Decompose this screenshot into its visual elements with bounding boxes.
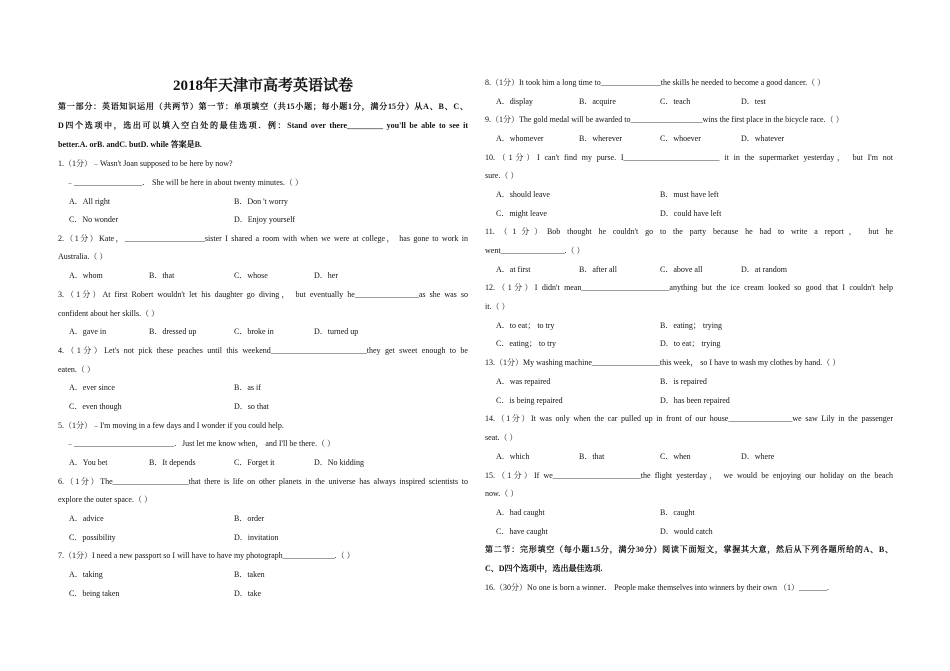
- q12-option-d[interactable]: D．to eat； trying: [660, 339, 721, 348]
- q6-option-d[interactable]: D．invitation: [234, 533, 279, 542]
- section1-instruction-line3: better.A. orB. andC. butD. while 答案是B.: [58, 140, 202, 149]
- q7-stem: 7.（1分）I need a new passport so I will have to have my photograph_____________.（ ）: [58, 551, 355, 560]
- q15-option-d[interactable]: D．would catch: [660, 527, 713, 536]
- q11-option-d[interactable]: D．at random: [741, 265, 787, 274]
- q1-stem: 1.（1分）﹣Wasn't Joan supposed to be here by now?: [58, 159, 233, 168]
- q7-option-c[interactable]: C．being taken: [69, 589, 120, 598]
- q7-option-d[interactable]: D．take: [234, 589, 262, 598]
- q3-option-a[interactable]: A．gave in: [69, 327, 107, 336]
- q14-option-d[interactable]: D．where: [741, 452, 775, 461]
- q3-stem: 3.（1分）At first Robert wouldn't let his daughter go diving， but eventually he________________as she was so: [58, 290, 468, 299]
- q11-option-a[interactable]: A．at first: [496, 265, 531, 274]
- q4-option-d[interactable]: D．so that: [234, 402, 269, 411]
- q4-stem-line2: eaten.（ ）: [58, 365, 95, 374]
- q9-option-c[interactable]: C．whoever: [660, 134, 701, 143]
- q11-stem: 11.（1分）Bob thought he couldn't go to the party because he had to write a report， but he: [485, 227, 893, 236]
- q13-option-b[interactable]: B．is repaired: [660, 377, 707, 386]
- q1-option-c[interactable]: C．No wonder: [69, 215, 119, 224]
- q9-stem: 9.（1分）The gold medal will be awarded to__________________wins the first place in the bicycle race.（ ）: [485, 115, 844, 124]
- q2-option-b[interactable]: B．that: [149, 271, 175, 280]
- q14-option-b[interactable]: B．that: [579, 452, 605, 461]
- q6-option-b[interactable]: B．order: [234, 514, 265, 523]
- q15-stem-line2: now.（ ）: [485, 489, 519, 498]
- q9-option-b[interactable]: B．wherever: [579, 134, 623, 143]
- q15-option-c[interactable]: C．have caught: [496, 527, 548, 536]
- q8-stem: 8.（1分）It took him a long time to_______________the skills he needed to become a good dancer.（ ）: [485, 78, 826, 87]
- q4-option-a[interactable]: A．ever since: [69, 383, 115, 392]
- q10-option-d[interactable]: D．could have left: [660, 209, 722, 218]
- q3-option-c[interactable]: C．broke in: [234, 327, 274, 336]
- q5-option-d[interactable]: D．No kidding: [314, 458, 364, 467]
- q14-stem: 14.（1分）It was only when the car pulled up in front of our house________________we saw Lily in the passenger: [485, 414, 893, 423]
- q15-option-a[interactable]: A．had caught: [496, 508, 545, 517]
- q2-option-a[interactable]: A．whom: [69, 271, 103, 280]
- q10-stem-line2: sure.（ ）: [485, 171, 519, 180]
- q10-option-a[interactable]: A．should leave: [496, 190, 550, 199]
- q1-option-d[interactable]: D．Enjoy yourself: [234, 215, 296, 224]
- q2-stem-line2: Australia.（ ）: [58, 252, 108, 261]
- q6-option-a[interactable]: A．advice: [69, 514, 104, 523]
- q15-stem: 15.（1分）If we______________________the flight yesterday， we would be enjoying our holiday on the beach: [485, 471, 893, 480]
- q11-stem-line2: went________________.（ ）: [485, 246, 585, 255]
- q5-option-b[interactable]: B．It depends: [149, 458, 196, 467]
- q8-option-b[interactable]: B．acquire: [579, 97, 616, 106]
- q3-option-d[interactable]: D．turned up: [314, 327, 359, 336]
- section1-instruction-line1: 第一部分：英语知识运用（共两节）第一节：单项填空（共15小题；每小题1分，满分15分）从A、B、C、: [58, 102, 468, 111]
- q2-option-d[interactable]: D．her: [314, 271, 338, 280]
- q4-option-c[interactable]: C．even though: [69, 402, 122, 411]
- q9-option-d[interactable]: D．whatever: [741, 134, 785, 143]
- q5-option-c[interactable]: C．Forget it: [234, 458, 275, 467]
- q12-option-c[interactable]: C．eating； to try: [496, 339, 556, 348]
- section2-instruction-line1: 第二节：完形填空（每小题1.5分，满分30分）阅读下面短文，掌握其大意，然后从下列各题所给的A、B、: [485, 545, 893, 554]
- q5-option-a[interactable]: A．You bet: [69, 458, 108, 467]
- q12-option-b[interactable]: B．eating； trying: [660, 321, 722, 330]
- q8-option-a[interactable]: A．display: [496, 97, 533, 106]
- q8-option-c[interactable]: C．teach: [660, 97, 691, 106]
- q1-stem-line2: ﹣_________________． She will be here in about twenty minutes.（ ）: [66, 178, 303, 187]
- q6-stem: 6.（1分）The___________________that there is life on other planets in the universe has always inspired scientists to: [58, 477, 468, 486]
- q2-option-c[interactable]: C．whose: [234, 271, 268, 280]
- q10-option-c[interactable]: C．might leave: [496, 209, 547, 218]
- q13-option-d[interactable]: D．has been repaired: [660, 396, 730, 405]
- q10-stem: 10.（1分）I can't find my purse. I________________________ it in the supermarket yesterday， but I'm not: [485, 153, 893, 162]
- q14-stem-line2: seat.（ ）: [485, 433, 518, 442]
- q1-option-b[interactable]: B．Don 't worry: [234, 197, 288, 206]
- q6-stem-line2: explore the outer space.（ ）: [58, 495, 152, 504]
- q5-stem-line2: ﹣_________________________．Just let me know when， and I'll be there.（ ）: [66, 439, 335, 448]
- q9-option-a[interactable]: A．whomever: [496, 134, 544, 143]
- q14-option-c[interactable]: C．when: [660, 452, 691, 461]
- q13-option-a[interactable]: A．was repaired: [496, 377, 551, 386]
- q15-option-b[interactable]: B．caught: [660, 508, 695, 517]
- q12-stem: 12.（1分）I didn't mean______________________anything but the ice cream looked so good that I couldn't help: [485, 283, 893, 292]
- q3-option-b[interactable]: B．dressed up: [149, 327, 197, 336]
- q2-stem: 2.（1分）Kate，____________________sister I shared a room with when we were at college， has gone to work in: [58, 234, 468, 243]
- q8-option-d[interactable]: D．test: [741, 97, 766, 106]
- page-title: 2018年天津市高考英语试卷: [172, 78, 353, 94]
- q7-option-b[interactable]: B．taken: [234, 570, 265, 579]
- q16-stem: 16.（30分）No one is born a winner． People make themselves into winners by their own （1）_______.: [485, 583, 829, 592]
- q13-stem: 13.（1分）My washing machine_________________this week， so I have to wash my clothes by hand.（ ）: [485, 358, 841, 367]
- q13-option-c[interactable]: C．is being repaired: [496, 396, 563, 405]
- q10-option-b[interactable]: B．must have left: [660, 190, 719, 199]
- q6-option-c[interactable]: C．possibility: [69, 533, 116, 542]
- q3-stem-line2: confident about her skills.（ ）: [58, 309, 160, 318]
- q4-option-b[interactable]: B．as if: [234, 383, 261, 392]
- q12-option-a[interactable]: A．to eat； to try: [496, 321, 555, 330]
- q4-stem: 4.（1分）Let's not pick these peaches until this weekend________________________they get sweet enough to be: [58, 346, 468, 355]
- q1-option-a[interactable]: A．All right: [69, 197, 111, 206]
- q11-option-b[interactable]: B．after all: [579, 265, 617, 274]
- q5-stem: 5.（1分）﹣I'm moving in a few days and I wonder if you could help.: [58, 421, 284, 430]
- q11-option-c[interactable]: C．above all: [660, 265, 703, 274]
- section2-instruction-line2: C、D四个选项中，选出最佳选项.: [485, 564, 603, 573]
- q14-option-a[interactable]: A．which: [496, 452, 530, 461]
- q12-stem-line2: it.（ ）: [485, 302, 510, 311]
- q7-option-a[interactable]: A．taking: [69, 570, 103, 579]
- section1-instruction-line2: D四个选项中，选出可以填入空白处的最佳选项．例：Stand over there_________ you'll be able to see it: [58, 121, 468, 130]
